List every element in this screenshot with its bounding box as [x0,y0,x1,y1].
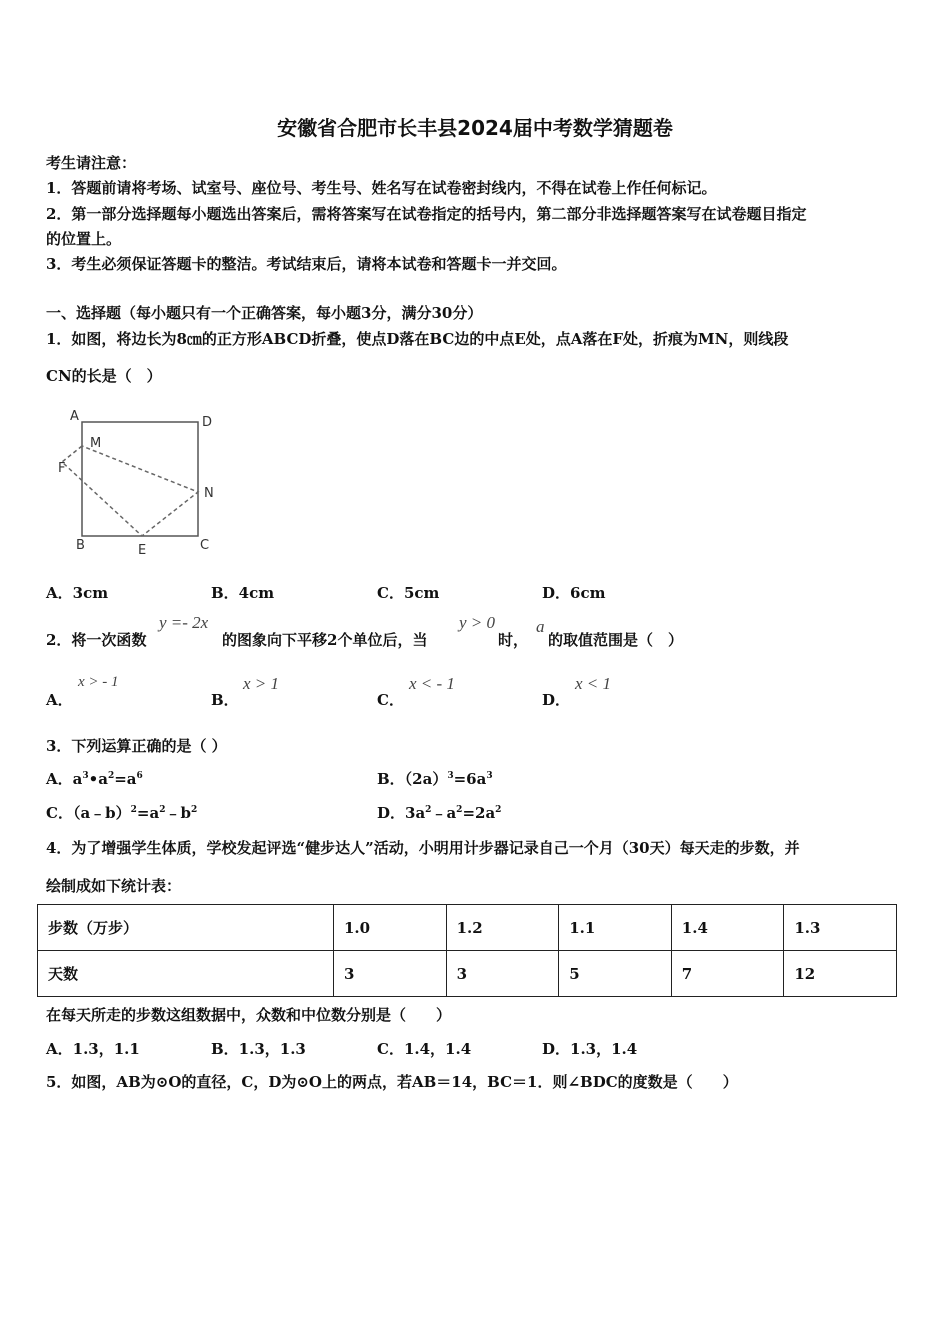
label-m: M [90,436,102,451]
notice-item: 2．第一部分选择题每小题选出答案后，需将答案写在试卷指定的括号内，第二部分非选择题答案写在试卷题目指定 [46,205,807,223]
q4-option-c: C．1.4，1.4 [377,1040,472,1058]
q5-stem: 5．如图，AB为⊙O的直径，C，D为⊙O上的两点，若AB＝14，BC＝1．则∠BDC的度数是（ ） [46,1073,738,1091]
label-c: C [200,538,210,553]
table-cell: 7 [671,951,784,997]
q1-figure [50,405,230,560]
q2-stem-3: 时， [498,631,529,649]
q2-math-3: a [536,617,545,636]
label-a: A [70,409,79,424]
notice-heading: 考生请注意： [46,154,137,172]
label-n: N [204,486,214,501]
steps-table [37,904,897,997]
q2-math-1: y =- 2x [159,613,209,632]
table-cell: 1.4 [671,905,784,951]
page-title: 安徽省合肥市长丰县2024届中考数学猜题卷 [277,116,673,140]
q2-option-c: x < - 1 [409,674,455,693]
q2-stem-2: 的图象向下平移2个单位后，当 [222,631,428,649]
q4-option-a: A．1.3，1.1 [46,1040,140,1058]
section-heading: 一、选择题（每小题只有一个正确答案，每小题3分，满分30分） [46,304,483,322]
q2-letter-c: C． [377,691,404,709]
q1-stem: 1．如图，将边长为8㎝的正方形ABCD折叠，使点D落在BC边的中点E处，点A落在F处，折痕为MN，则线段 [46,330,789,348]
q1-stem: CN的长是（ ） [46,367,162,385]
q2-math-2: y > 0 [459,613,496,632]
q1-option-c: C．5cm [377,584,440,602]
table-cell: 天数 [38,951,334,997]
notice-item: 的位置上。 [46,230,122,248]
table-cell: 3 [446,951,559,997]
q1-option-a: A．3cm [46,584,109,602]
table-cell: 5 [559,951,672,997]
q4-question: 在每天所走的步数这组数据中，众数和中位数分别是（ ） [46,1006,452,1024]
q4-stem: 4．为了增强学生体质，学校发起评选“健步达人”活动，小明用计步器记录自己一个月（30天）每天走的步数，并 [46,839,800,857]
q2-option-a: x > - 1 [78,674,119,690]
q3-stem: 3．下列运算正确的是（ ） [46,737,227,755]
table-row [38,905,897,951]
label-b: B [76,538,85,553]
q4-option-d: D．1.3，1.4 [542,1040,638,1058]
table-cell: 1.2 [446,905,559,951]
table-cell: 1.0 [334,905,447,951]
table-row [38,951,897,997]
q2-letter-b: B． [211,691,239,709]
q1-option-b: B．4cm [211,584,275,602]
q2-letter-d: D． [542,691,571,709]
label-f: F [58,461,66,476]
q3-option-b: B．$(2a)^3=6a^3$ [377,770,493,788]
q2-stem-1: 2．将一次函数 [46,631,147,649]
q2-option-d: x < 1 [575,674,612,693]
label-d: D [202,415,213,430]
table-cell: 12 [784,951,897,997]
label-e: E [138,543,147,558]
notice-item: 3．考生必须保证答题卡的整洁。考试结束后，请将本试卷和答题卡一并交回。 [46,255,567,273]
q4-option-b: B．1.3，1.3 [211,1040,306,1058]
q3-option-d: D．$3a^2﹣a^2=2a^2$ [377,804,502,822]
notice-item: 1．答题前请将考场、试室号、座位号、考生号、姓名写在试卷密封线内，不得在试卷上作任何标记。 [46,179,717,197]
table-cell: 步数（万步） [38,905,334,951]
q3-option-c: C．$(a﹣b)^2=a^2﹣b^2$ [46,804,198,822]
table-cell: 3 [334,951,447,997]
table-cell: 1.3 [784,905,897,951]
table-cell: 1.1 [559,905,672,951]
q3-option-a: A．$a^3•a^2=a^6$ [46,770,143,788]
q4-stem: 绘制成如下统计表： [46,877,182,895]
q1-option-d: D．6cm [542,584,606,602]
q2-stem-4: 的取值范围是（ ） [548,631,684,649]
q2-option-b: x > 1 [243,674,280,693]
q2-letter-a: A． [46,691,73,709]
